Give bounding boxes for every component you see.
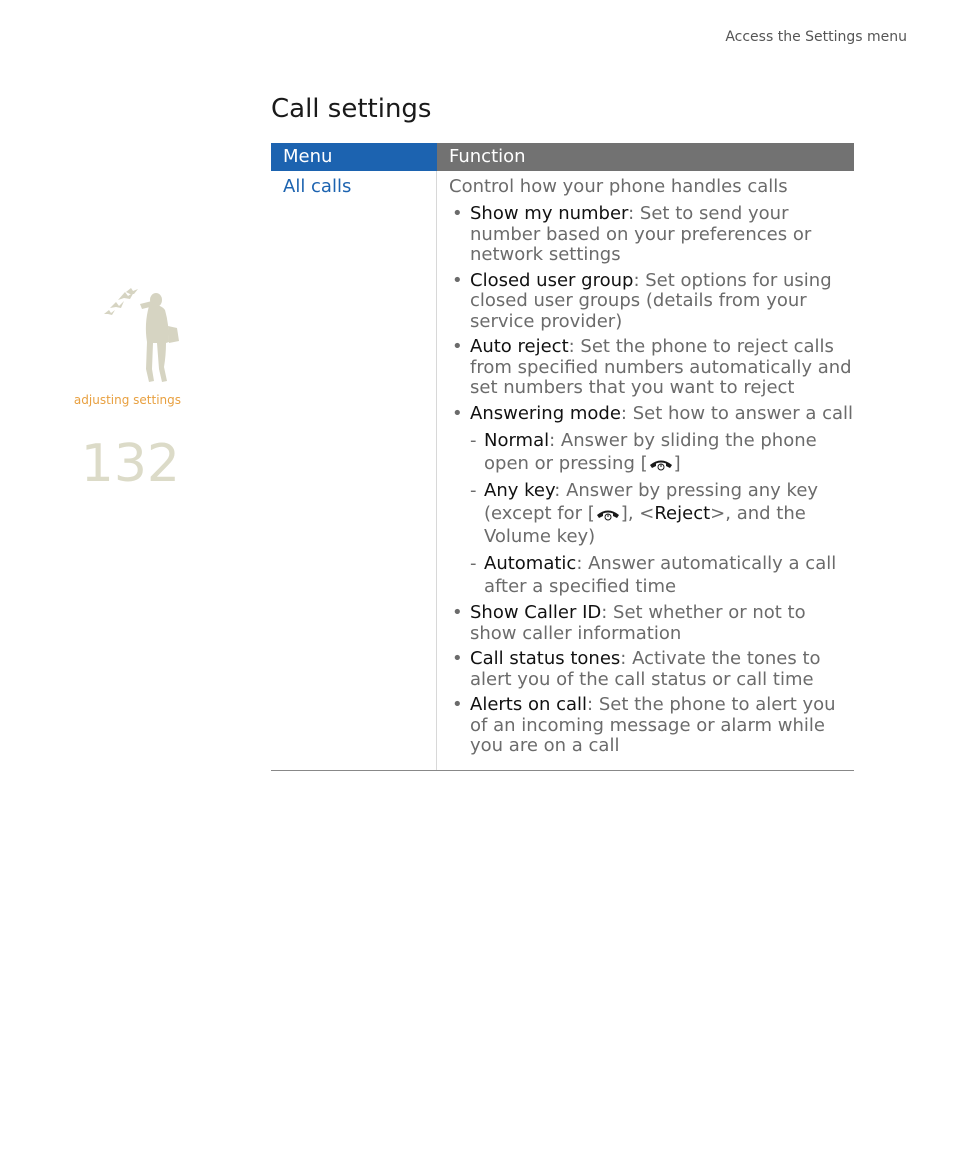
photographer-silhouette-icon [104, 286, 182, 386]
page-number: 132 [80, 434, 180, 494]
table-row [271, 171, 854, 771]
sub-option-term: Automatic [484, 553, 577, 574]
option-desc: : Set options for using closed user groups (details from your service provider) [470, 269, 832, 332]
list-item [449, 337, 854, 399]
reject-softkey-label: Reject [654, 503, 711, 524]
end-call-key-icon [648, 457, 674, 471]
list-item [449, 204, 854, 266]
sub-option-term: Normal [484, 430, 550, 451]
option-desc: : Set to send your number based on your preferences or network settings [470, 203, 812, 265]
sub-option-suffix: ] [673, 453, 681, 474]
sub-list-item [470, 479, 854, 548]
table-header-row [271, 143, 854, 171]
menu-cell-all-calls: All calls [271, 171, 437, 770]
sub-option-end: >, and the Volume key) [484, 503, 806, 547]
end-call-key-icon [595, 507, 621, 521]
sub-option-mid: ], < [620, 503, 655, 524]
option-term: Closed user group [470, 269, 634, 291]
sub-option-desc: : Answer by pressing any key (except for [ [484, 480, 819, 524]
running-header: Access the Settings menu [725, 29, 907, 45]
option-desc: : Set how to answer a call [620, 402, 854, 424]
sub-option-term: Any key [484, 480, 555, 501]
option-desc: : Set the phone to reject calls from specified numbers automatically and set numbers that you want to reject [470, 336, 852, 398]
option-desc: : Set whether or not to show caller information [470, 602, 806, 644]
list-item [449, 695, 854, 757]
sub-option-list [470, 429, 854, 598]
option-term: Auto reject [470, 336, 569, 357]
list-item [449, 271, 854, 333]
option-term: Show my number [470, 203, 629, 224]
sub-option-desc: : Answer automatically a call after a specified time [484, 553, 837, 597]
function-intro: Control how your phone handles calls [449, 176, 788, 197]
option-term: Show Caller ID [470, 602, 602, 623]
option-term: Call status tones [470, 648, 621, 669]
list-item [449, 603, 854, 644]
function-cell [437, 171, 854, 770]
sub-option-desc: : Answer by sliding the phone open or pressing [ [484, 430, 817, 474]
sub-list-item [470, 429, 854, 475]
option-list [449, 204, 854, 757]
option-term: Answering mode [470, 402, 621, 424]
list-item [449, 404, 854, 599]
header-menu: Menu [271, 143, 437, 171]
header-function: Function [437, 143, 854, 171]
section-label: adjusting settings [73, 393, 181, 407]
page-title: Call settings [271, 94, 432, 124]
option-desc: : Activate the tones to alert you of the call status or call time [470, 648, 821, 690]
list-item [449, 649, 854, 690]
option-term: Alerts on call [470, 694, 588, 715]
sub-list-item [470, 552, 854, 598]
settings-table [271, 143, 854, 771]
option-desc: : Set the phone to alert you of an incoming message or alarm while you are on a call [470, 694, 836, 756]
